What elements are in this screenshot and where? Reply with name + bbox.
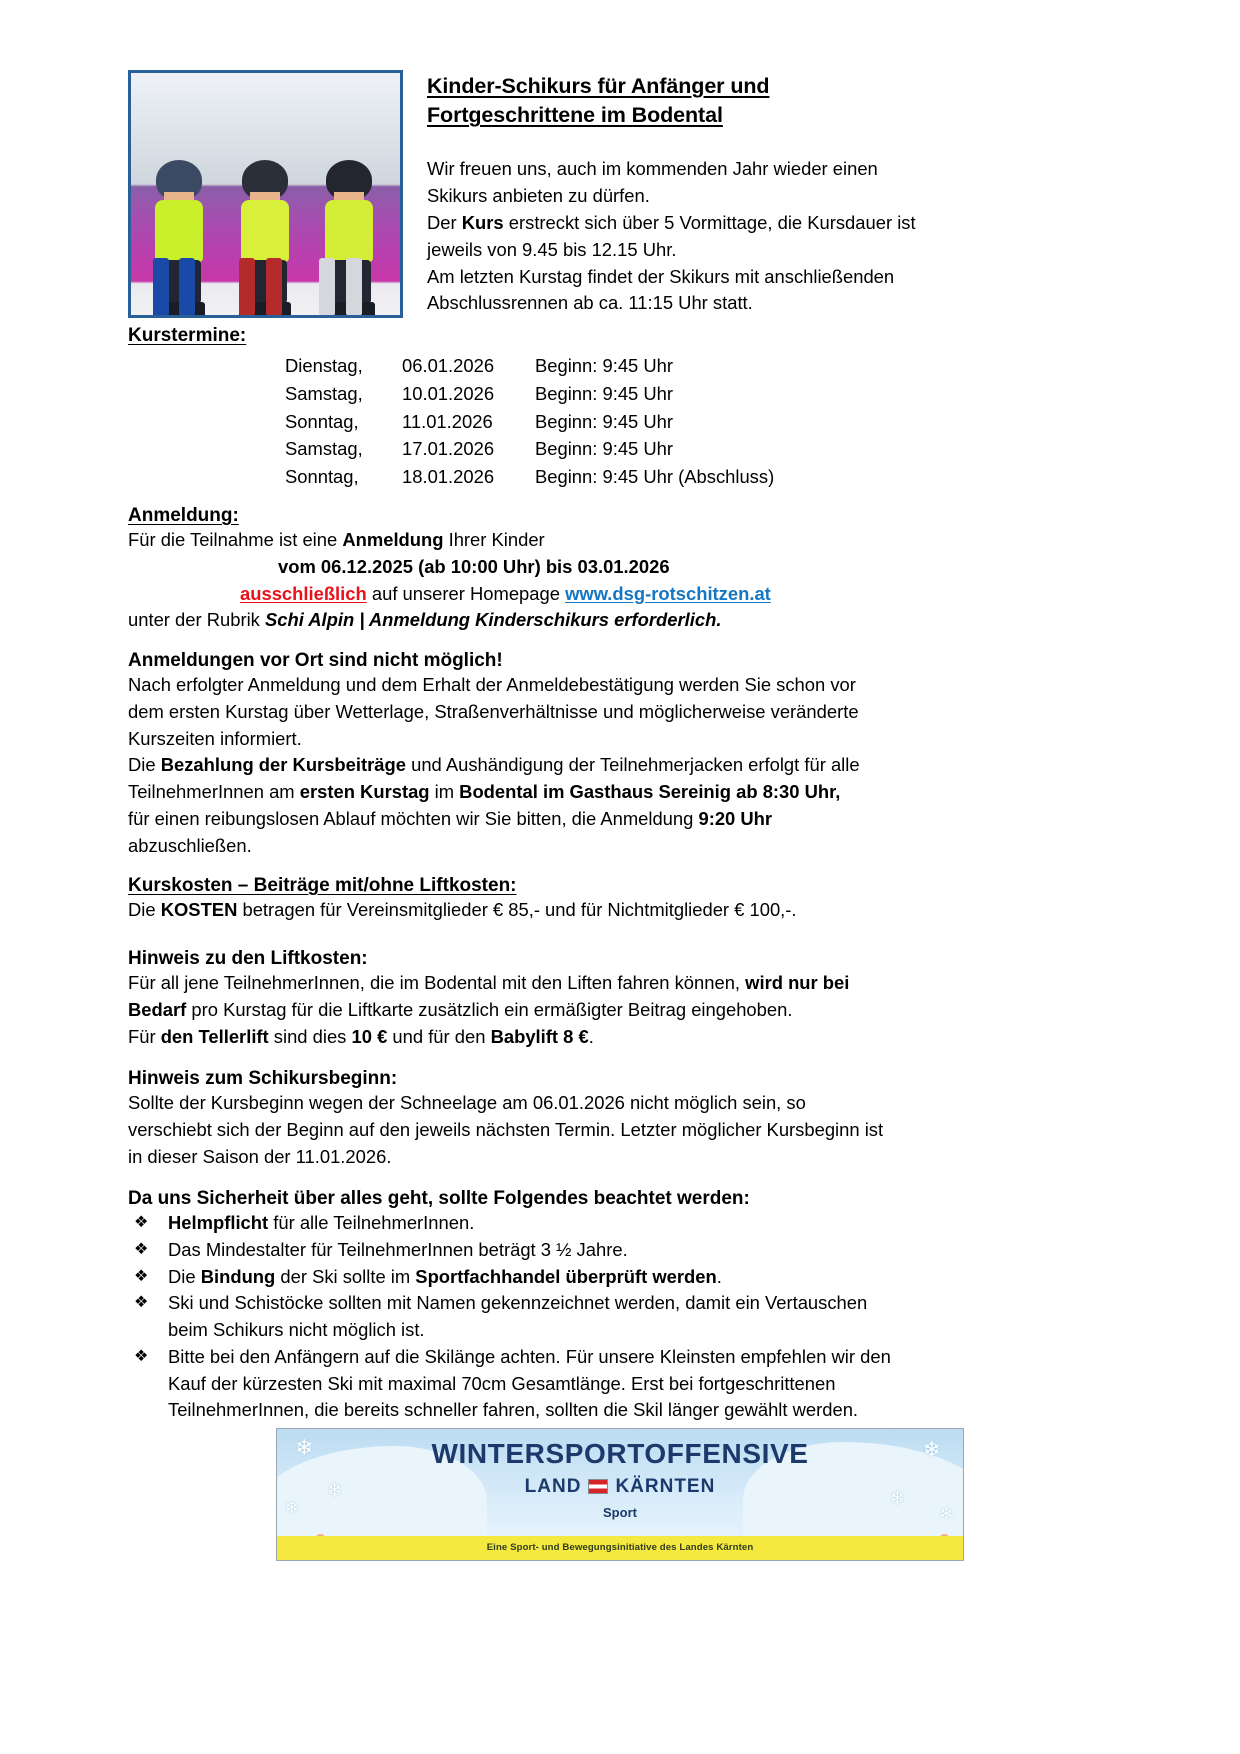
list-item [128,1237,1122,1264]
safety-vest [241,200,289,262]
liftkosten-line-1: Für all jene TeilnehmerInnen, die im Bodental mit den Liften fahren können, wird nur bei [128,972,850,993]
vor-ort-line-3: Kurszeiten informiert. [128,727,302,749]
list-item [128,1290,1122,1344]
intro-line-3: Der Kurs erstreckt sich über 5 Vormittage, die Kursdauer ist [427,212,916,233]
vor-ort-line-1: Nach erfolgter Anmeldung und dem Erhalt der Anmeldebestätigung werden Sie schon vor [128,674,856,695]
intro-line-2: Skikurs anbieten zu dürfen. [427,185,650,207]
intro-line-1: Wir freuen uns, auch im kommenden Jahr wieder einen [427,158,878,180]
table-row [285,409,774,437]
date-begin: Beginn: 9:45 Uhr [535,438,674,460]
vor-ort-line-2: dem ersten Kurstag über Wetterlage, Straßenverhältnisse und möglicherweise veränderte [128,700,859,722]
date-begin: Beginn: 9:45 Uhr [535,355,674,376]
table-row [285,381,774,409]
ski [319,258,335,316]
list-item [128,1264,1122,1291]
safety-vest [325,200,373,262]
date-day: Sonntag, [285,466,359,488]
homepage-link[interactable]: www.dsg-rotschitzen.at [565,582,771,604]
kurstermine-section [128,325,1122,492]
date-begin: Beginn: 9:45 Uhr (Abschluss) [535,466,775,488]
schikursbeginn-line-1: Sollte der Kursbeginn wegen der Schneelage am 06.01.2026 nicht möglich sein, so [128,1092,806,1113]
liftkosten-section [128,948,1122,1050]
ski-children-photo [128,70,403,318]
austria-flag-icon [588,1479,608,1494]
diamond-bullet-icon: ❖ [134,1294,149,1312]
table-row [285,436,774,464]
intro-paragraph [427,156,1118,317]
diamond-bullet-icon: ❖ [134,1214,149,1231]
schikursbeginn-line-3: in dieser Saison der 11.01.2026. [128,1145,392,1167]
banner-subtitle [277,1476,963,1498]
intro-line-5: Am letzten Kurstag findet der Skikurs mit anschließenden [427,265,895,287]
ski [239,258,255,316]
anmeldung-homepage-line: ausschließlich auf unserer Homepage www.dsg-rotschitzen.at [240,582,771,604]
skis-group [131,284,400,310]
date-day: Sonntag, [285,410,359,432]
list-item-text: Das Mindestalter für TeilnehmerInnen beträgt 3 ½ Jahre. [168,1238,628,1260]
diamond-bullet-icon: ❖ [134,1347,149,1365]
vor-ort-body [128,672,1122,859]
ski [153,258,169,316]
date-day: Samstag, [285,438,363,460]
snowflake-icon: ❄ [889,1488,905,1508]
intro-line-6: Abschlussrennen ab ca. 11:15 Uhr statt. [427,292,753,314]
list-item-text: beim Schikurs nicht möglich ist. [168,1319,425,1341]
banner-subtitle-kaernten: KÄRNTEN [615,1476,716,1497]
intro-line-4: jeweils von 9.45 bis 12.15 Uhr. [427,238,677,260]
ski [266,258,282,316]
date-value: 11.01.2026 [402,410,493,432]
list-item-text: Kauf der kürzesten Ski mit maximal 70cm Gesamtlänge. Erst bei fortgeschrittenen [168,1372,836,1394]
liftkosten-line-3: Für den Tellerlift sind dies 10 € und für den Babylift 8 €. [128,1025,594,1047]
banner-subtitle-land: LAND [524,1476,582,1497]
anmeldung-body [128,527,1122,634]
date-value: 10.01.2026 [402,382,495,404]
header-row [128,70,1118,318]
page-title-line-1: Kinder-Schikurs für Anfänger und [427,74,770,98]
snowflake-icon: ❄ [327,1480,343,1500]
list-item-text: Helmpflicht für alle TeilnehmerInnen. [168,1212,475,1233]
anmeldung-heading: Anmeldung: [128,505,239,526]
date-value: 06.01.2026 [402,355,495,376]
vor-ort-heading: Anmeldungen vor Ort sind nicht möglich! [128,650,503,671]
snowflake-icon: ❄ [939,1506,953,1523]
date-value: 17.01.2026 [402,438,495,460]
banner-sport-label: Sport [603,1505,637,1520]
exclusive-note: ausschließlich [240,582,367,604]
anmeldung-section [128,505,1122,634]
snowflake-icon: ❄ [285,1500,299,1517]
table-row [285,464,774,492]
diamond-bullet-icon: ❖ [134,1267,149,1285]
snowflake-icon: ❄ [295,1435,314,1460]
list-item-text: Bitte bei den Anfängern auf die Skilänge achten. Für unsere Kleinsten empfehlen wir den [168,1345,891,1367]
anmeldung-line-1: Für die Teilnahme ist eine Anmeldung Ihrer Kinder [128,529,545,550]
kurskosten-line-1: Die KOSTEN betragen für Vereinsmitglieder € 85,- und für Nichtmitglieder € 100,-. [128,899,797,920]
vor-ort-section [128,650,1122,859]
vor-ort-line-7: abzuschließen. [128,834,252,856]
list-item-text: TeilnehmerInnen, die bereits schneller fahren, sollten die Skil länger gewählt werden. [168,1399,859,1421]
header-text-block [403,70,1118,317]
date-begin: Beginn: 9:45 Uhr [535,382,674,404]
kurskosten-heading: Kurskosten – Beiträge mit/ohne Liftkosten: [128,875,517,896]
date-day: Samstag, [285,382,363,404]
sicherheit-section [128,1188,1122,1424]
liftkosten-line-2: Bedarf pro Kurstag für die Liftkarte zusätzlich ein ermäßigter Beitrag eingehoben. [128,998,793,1020]
ski [179,258,195,316]
liftkosten-heading: Hinweis zu den Liftkosten: [128,948,368,969]
banner-tagline: Eine Sport- und Bewegungsinitiative des Landes Kärnten [486,1542,754,1553]
safety-checklist [128,1210,1122,1424]
rubrik-path: Schi Alpin | Anmeldung Kinderschikurs erforderlich. [264,609,722,631]
ski [346,258,362,316]
date-value: 18.01.2026 [402,466,495,488]
anmeldung-period: vom 06.12.2025 (ab 10:00 Uhr) bis 03.01.2026 [278,555,670,577]
page-title [427,72,1118,130]
list-item-text: Die Bindung der Ski sollte im Sportfachhandel überprüft werden. [168,1265,722,1287]
kurstermine-table [285,353,774,492]
table-row [285,353,774,381]
kurskosten-body [128,897,1122,924]
list-item [128,1344,1122,1424]
anmeldung-rubrik-line: unter der Rubrik Schi Alpin | Anmeldung Kinderschikurs erforderlich. [128,609,722,631]
date-day: Dienstag, [285,355,363,376]
page-title-line-2: Fortgeschrittene im Bodental [427,103,723,128]
vor-ort-line-6: für einen reibungslosen Ablauf möchten wir Sie bitten, die Anmeldung 9:20 Uhr [128,807,773,829]
schikursbeginn-heading: Hinweis zum Schikursbeginn: [128,1068,398,1089]
wintersportoffensive-banner [276,1428,964,1561]
date-begin: Beginn: 9:45 Uhr [535,410,674,432]
schikursbeginn-body [128,1090,1122,1170]
sicherheit-heading: Da uns Sicherheit über alles geht, sollte Folgendes beachtet werden: [128,1188,750,1209]
liftkosten-body [128,970,1122,1050]
vor-ort-line-4: Die Bezahlung der Kursbeiträge und Aushändigung der Teilnehmerjacken erfolgt für alle [128,754,860,776]
kurskosten-section [128,875,1122,924]
banner-title: WINTERSPORTOFFENSIVE [431,1438,809,1469]
banner-tagline-bar [277,1536,963,1560]
vor-ort-line-5: TeilnehmerInnen am ersten Kurstag im Bodental im Gasthaus Sereinig ab 8:30 Uhr, [128,781,841,803]
schikursbeginn-line-2: verschiebt sich der Beginn auf den jeweils nächsten Termin. Letzter möglicher Kursbeginn ist [128,1118,884,1140]
kurstermine-heading: Kurstermine: [128,325,247,346]
diamond-bullet-icon: ❖ [134,1240,149,1258]
safety-vest [155,200,203,262]
schikursbeginn-section [128,1068,1122,1170]
photo-background [131,73,400,315]
snowflake-icon: ❄ [922,1437,941,1462]
list-item-text: Ski und Schistöcke sollten mit Namen gekennzeichnet werden, damit ein Vertauschen [168,1292,868,1314]
list-item [128,1210,1122,1237]
